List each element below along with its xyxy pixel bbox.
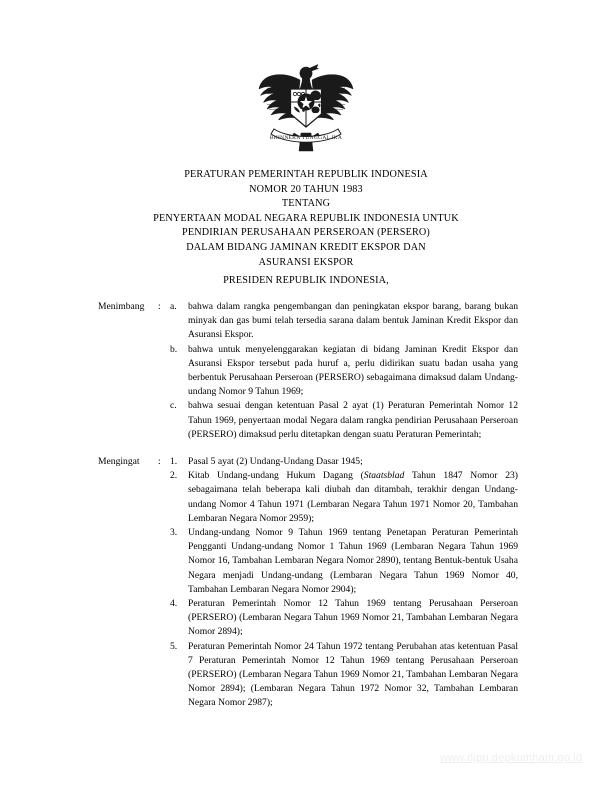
item-text: bahwa sesuai dengan ketentuan Pasal 2 ayat (1) Peraturan Pemerintah Nomor 12 Tahun 1969, penyertaan modal Negara dalam rangka pendirian Perusahaan Perseroan (PERSERO) dimaksud perlu ditetapkan dengan suatu Peraturan Pemerintah;	[188, 400, 518, 440]
title-line-4: PENYERTAAN MODAL NEGARA REPUBLIK INDONESIA UNTUK	[153, 212, 459, 224]
list-item	[170, 469, 518, 526]
mengingat-colon: :	[158, 456, 161, 467]
title-line-3: TENTANG	[281, 198, 331, 210]
item-marker: 4.	[170, 598, 178, 610]
menimbang-section	[98, 300, 518, 442]
title-line-6: DALAM BIDANG JAMINAN KREDIT EKSPOR DAN	[186, 241, 426, 253]
emblem-container	[0, 58, 612, 163]
list-item	[170, 300, 518, 343]
svg-text:BHINNEKA TUNGGAL IKA: BHINNEKA TUNGGAL IKA	[269, 135, 343, 141]
item-text: bahwa dalam rangka pengembangan dan peningkatan ekspor barang, barang bukan minyak dan gas bumi telah tersedia sarana dalam bentuk Jaminan Kredit Ekspor dan Asuransi Ekspor.	[188, 301, 518, 341]
president-heading: PRESIDEN REPUBLIK INDONESIA,	[223, 275, 389, 286]
list-item	[170, 640, 518, 711]
title-line-7: ASURANSI EKSPOR	[258, 256, 354, 268]
item-text: Kitab Undang-undang Hukum Dagang (Staatsblad Tahun 1847 Nomor 23) sebagaimana telah beberapa kali diubah dan ditambah, terakhir dengan Undang-undang Nomor 4 Tahun 1971 (Lembaran Negara Tahun 1971 Nomor 20, Tambahan Lembaran Negara Nomor 2959);	[188, 470, 518, 524]
list-item	[170, 343, 518, 400]
list-item	[170, 597, 518, 640]
title-line-5: PENDIRIAN PERUSAHAAN PERSEROAN (PERSERO)	[182, 227, 430, 239]
list-item	[170, 526, 518, 597]
title-line-2: NOMOR 20 TAHUN 1983	[249, 183, 363, 195]
document-title-block	[86, 168, 526, 270]
item-marker: 5.	[170, 640, 178, 652]
menimbang-label: Menimbang	[98, 301, 145, 312]
item-marker: 2.	[170, 470, 178, 482]
site-watermark: www.djpp.depkumham.go.id	[440, 752, 583, 764]
pancasila-shield	[291, 89, 322, 127]
item-text: Peraturan Pemerintah Nomor 12 Tahun 1969 tentang Perusahaan Perseroan (PERSERO) (Lembaran Negara Tahun 1969 Nomor 21, Tambahan Lembaran Negara Nomor 2894);	[188, 598, 518, 638]
list-item	[170, 455, 518, 469]
item-marker: c.	[170, 400, 177, 412]
mengingat-label: Mengingat	[98, 456, 140, 467]
item-marker: 3.	[170, 527, 178, 539]
item-marker: b.	[170, 343, 178, 355]
item-marker: a.	[170, 301, 177, 312]
item-text: Pasal 5 ayat (2) Undang-Undang Dasar 1945;	[188, 456, 363, 467]
item-marker: 1.	[170, 456, 178, 467]
mengingat-items	[170, 455, 518, 711]
title-line-1: PERATURAN PEMERINTAH REPUBLIK INDONESIA	[184, 169, 428, 180]
menimbang-colon: :	[158, 301, 161, 312]
list-item	[170, 399, 518, 442]
motto-ribbon	[270, 129, 342, 142]
garuda-pancasila-emblem	[254, 58, 358, 158]
menimbang-items	[170, 300, 518, 442]
mengingat-section	[98, 455, 518, 711]
item-text: Peraturan Pemerintah Nomor 24 Tahun 1972 tentang Perubahan atas ketentuan Pasal 7 Peraturan Pemerintah Nomor 12 Tahun 1969 tentang Perusahaan Perseroan (PERSERO) (Lembaran Negara Tahun 1969 Nomor 21, Tambahan Lembaran Negara Nomor 2894); (Lembaran Negara Tahun 1972 Nomor 32, Tambahan Lembaran Negara Nomor 2987);	[188, 640, 518, 709]
item-text: Undang-undang Nomor 9 Tahun 1969 tentang Penetapan Peraturan Pemerintah Pengganti Undang-undang Nomor 1 Tahun 1969 (Lembaran Negara Tahun 1969 Nomor 16, Tambahan Lembaran Negara Nomor 2890), tentang Bentuk-bentuk Usaha Negara menjadi Undang-undang (Lembaran Negara Tahun 1969 Nomor 40, Tambahan Lembaran Negara Nomor 2904);	[188, 527, 518, 595]
item-text: bahwa untuk menyelenggarakan kegiatan di bidang Jaminan Kredit Ekspor dan Asuransi Ekspor tersebut pada huruf a, perlu didirikan suatu badan usaha yang berbentuk Perusahaan Perseroan (PERSERO) sebagaimana dimaksud dalam Undang-undang Nomor 9 Tahun 1969;	[188, 343, 518, 398]
